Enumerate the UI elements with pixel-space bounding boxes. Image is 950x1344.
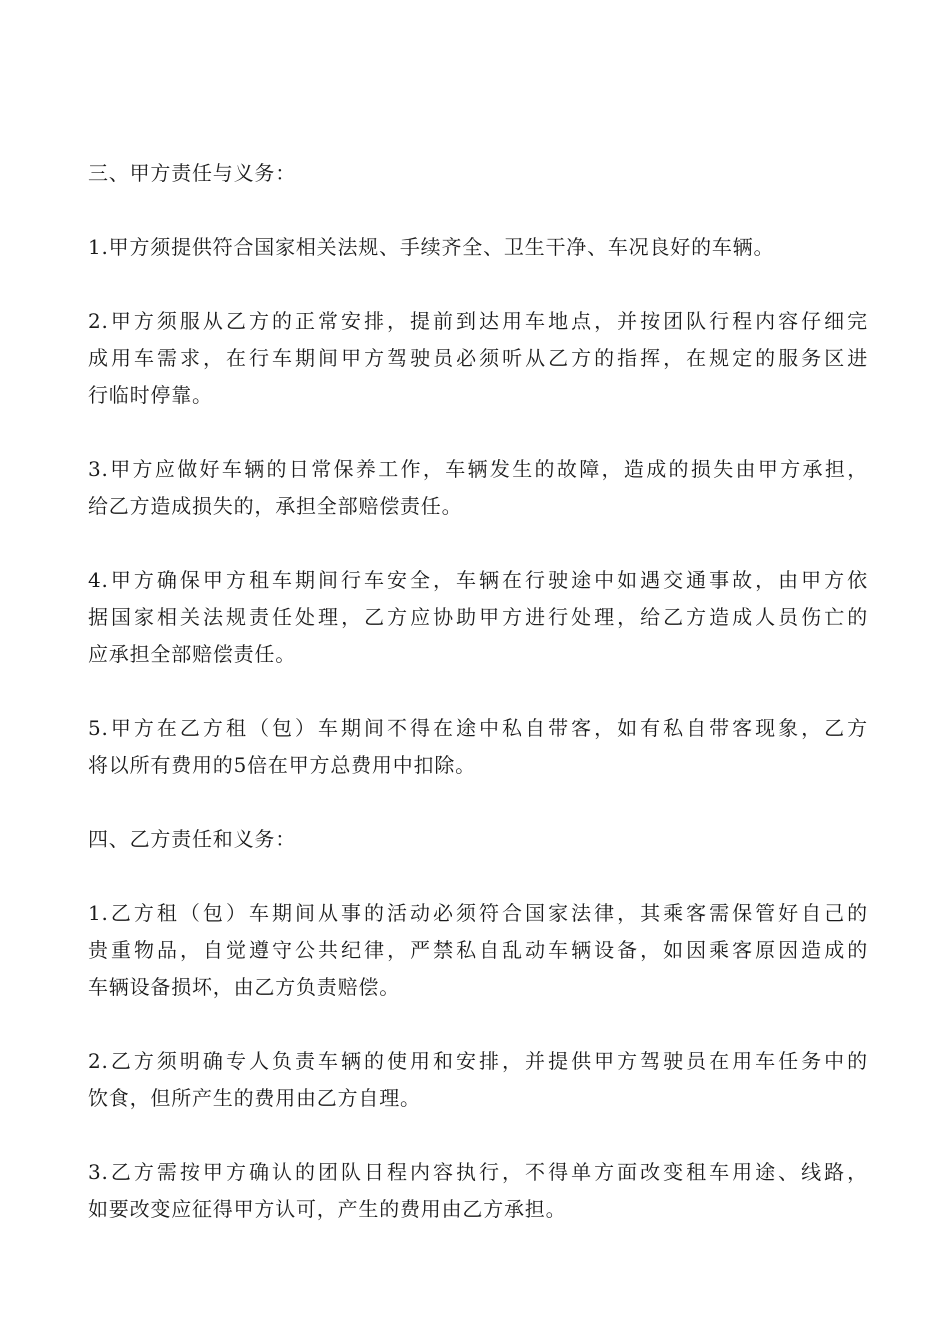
paragraph-line: 如要改变应征得甲方认可，产生的费用由乙方承担。: [88, 1197, 567, 1221]
paragraph-line: 饮食，但所产生的费用由乙方自理。: [88, 1086, 421, 1110]
section-3-item-2: [88, 303, 868, 414]
paragraph-line: 3.乙方需按甲方确认的团队日程内容执行，不得单方面改变租车用途、线路，: [88, 1160, 868, 1184]
section-3-item-1: [88, 229, 868, 266]
paragraph-line: 贵重物品，自觉遵守公共纪律，严禁私自乱动车辆设备，如因乘客原因造成的: [88, 938, 868, 962]
paragraph-line: 成用车需求，在行车期间甲方驾驶员必须听从乙方的指挥，在规定的服务区进: [88, 346, 868, 370]
section-3-item-3: [88, 451, 868, 525]
section-4-item-1: [88, 895, 868, 1006]
paragraph-line: 据国家相关法规责任处理，乙方应协助甲方进行处理，给乙方造成人员伤亡的: [88, 605, 868, 629]
paragraph-line: 车辆设备损坏，由乙方负责赔偿。: [88, 975, 400, 999]
paragraph-line: 1.甲方须提供符合国家相关法规、手续齐全、卫生干净、车况良好的车辆。: [88, 235, 775, 259]
paragraph-line: 四、乙方责任和义务：: [88, 827, 296, 851]
paragraph-line: 三、甲方责任与义务：: [88, 161, 296, 185]
section-3-heading: [88, 155, 868, 192]
section-4-heading: [88, 821, 868, 858]
paragraph-line: 将以所有费用的5倍在甲方总费用中扣除。: [88, 753, 476, 777]
section-4-item-2: [88, 1043, 868, 1117]
paragraph-line: 行临时停靠。: [88, 383, 213, 407]
paragraph-line: 3.甲方应做好车辆的日常保养工作，车辆发生的故障，造成的损失由甲方承担，: [88, 457, 868, 481]
paragraph-line: 2.乙方须明确专人负责车辆的使用和安排，并提供甲方驾驶员在用车任务中的: [88, 1049, 868, 1073]
paragraph-line: 给乙方造成损失的，承担全部赔偿责任。: [88, 494, 463, 518]
section-3-item-4: [88, 562, 868, 673]
section-4-item-3: [88, 1154, 868, 1228]
paragraph-line: 1.乙方租（包）车期间从事的活动必须符合国家法律，其乘客需保管好自己的: [88, 901, 868, 925]
paragraph-line: 4.甲方确保甲方租车期间行车安全，车辆在行驶途中如遇交通事故，由甲方依: [88, 568, 868, 592]
section-3-item-5: [88, 710, 868, 784]
paragraph-line: 应承担全部赔偿责任。: [88, 642, 296, 666]
document-body: [88, 155, 868, 1265]
paragraph-line: 2.甲方须服从乙方的正常安排，提前到达用车地点，并按团队行程内容仔细完: [88, 309, 868, 333]
paragraph-line: 5.甲方在乙方租（包）车期间不得在途中私自带客，如有私自带客现象，乙方: [88, 716, 868, 740]
